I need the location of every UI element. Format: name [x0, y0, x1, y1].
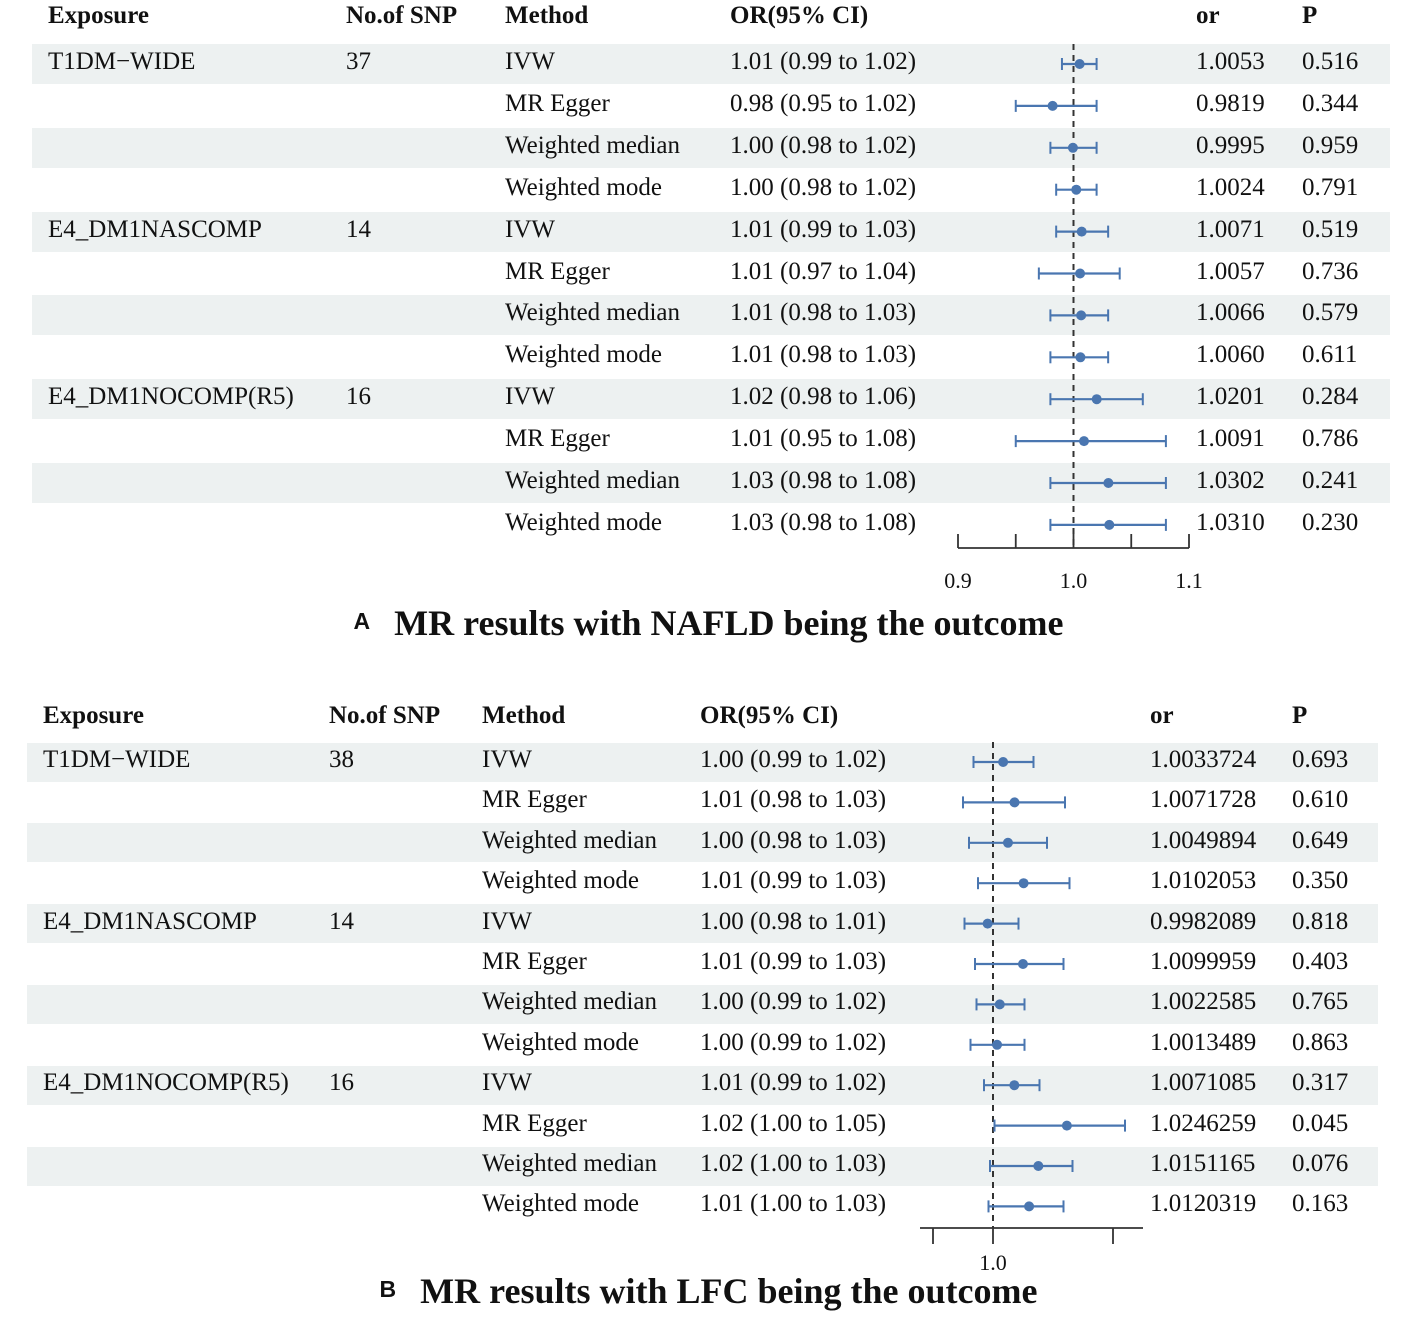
cell-ci: 1.01 (0.97 to 1.04)	[730, 257, 917, 285]
cell-p: 0.959	[1302, 131, 1359, 159]
cell-method: Weighted median	[505, 131, 681, 159]
point-estimate	[983, 919, 993, 929]
cell-p: 0.230	[1302, 508, 1359, 536]
header-or: or	[1150, 702, 1174, 729]
cell-ci: 1.01 (0.98 to 1.03)	[730, 341, 917, 369]
cell-method: Weighted mode	[482, 1028, 639, 1056]
cell-method: MR Egger	[482, 1109, 587, 1137]
header-p: P	[1302, 2, 1318, 29]
cell-p: 0.516	[1302, 48, 1359, 75]
cell-or: 1.0151165	[1150, 1150, 1256, 1177]
cell-method: Weighted mode	[505, 508, 662, 536]
panel-title: MR results with NAFLD being the outcome	[394, 603, 1064, 643]
cell-method: IVW	[482, 746, 532, 773]
cell-exposure: E4_DM1NOCOMP(R5)	[48, 383, 294, 411]
cell-method: Weighted median	[482, 1150, 658, 1177]
cell-method: MR Egger	[482, 786, 587, 814]
point-estimate	[1075, 269, 1085, 279]
panel-letter: A	[353, 608, 371, 634]
cell-or: 1.0071728	[1150, 786, 1257, 814]
point-estimate	[1075, 59, 1085, 69]
header-exposure: Exposure	[43, 702, 144, 729]
point-estimate	[1018, 959, 1028, 969]
cell-or: 0.9982089	[1150, 907, 1257, 935]
point-estimate	[1104, 520, 1114, 530]
cell-p: 0.786	[1302, 425, 1359, 453]
cell-ci: 1.02 (1.00 to 1.03)	[700, 1150, 887, 1177]
cell-exposure: E4_DM1NASCOMP	[43, 907, 257, 935]
cell-ci: 1.01 (0.99 to 1.03)	[700, 867, 887, 895]
cell-method: Weighted mode	[482, 1190, 639, 1218]
point-estimate	[1024, 1201, 1034, 1211]
cell-or: 1.0057	[1196, 257, 1265, 285]
point-estimate	[1068, 143, 1078, 153]
point-estimate	[1077, 227, 1087, 237]
point-estimate	[1075, 352, 1085, 362]
cell-method: IVW	[505, 48, 555, 75]
cell-or: 1.0102053	[1150, 867, 1257, 895]
cell-p: 0.163	[1292, 1190, 1349, 1218]
header-snp: No.of SNP	[329, 702, 441, 729]
cell-ci: 1.02 (0.98 to 1.06)	[730, 383, 917, 411]
point-estimate	[1092, 394, 1102, 404]
cell-ci: 1.01 (0.98 to 1.03)	[700, 786, 887, 814]
panel-title: MR results with LFC being the outcome	[420, 1271, 1038, 1311]
point-estimate	[1103, 478, 1113, 488]
header-method: Method	[482, 702, 566, 729]
cell-ci: 1.01 (0.98 to 1.03)	[730, 299, 917, 327]
cell-or: 1.0022585	[1150, 988, 1257, 1016]
point-estimate	[1062, 1121, 1072, 1131]
point-estimate	[995, 999, 1005, 1009]
point-estimate	[1079, 436, 1089, 446]
x-tick-label: 1.0	[1059, 568, 1088, 593]
header-snp: No.of SNP	[346, 2, 458, 29]
cell-snp: 16	[346, 383, 371, 411]
cell-method: IVW	[505, 215, 555, 243]
cell-ci: 1.00 (0.98 to 1.02)	[730, 131, 917, 159]
cell-ci: 0.98 (0.95 to 1.02)	[730, 89, 917, 117]
cell-p: 0.350	[1292, 867, 1349, 895]
cell-snp: 16	[329, 1069, 354, 1097]
point-estimate	[1071, 185, 1081, 195]
header-or: or	[1196, 2, 1220, 29]
cell-ci: 1.00 (0.99 to 1.02)	[700, 1028, 887, 1056]
header-p: P	[1292, 702, 1308, 729]
cell-or: 1.0049894	[1150, 826, 1257, 854]
x-tick-label: 1.0	[979, 1250, 1007, 1275]
cell-method: Weighted mode	[505, 341, 662, 369]
cell-exposure: E4_DM1NASCOMP	[48, 215, 262, 243]
header-ci: OR(95% CI)	[700, 702, 839, 729]
cell-p: 0.344	[1302, 89, 1359, 117]
point-estimate	[1019, 878, 1029, 888]
point-estimate	[1003, 838, 1013, 848]
point-estimate	[998, 757, 1008, 767]
cell-or: 1.0120319	[1150, 1190, 1257, 1218]
panel-letter: B	[379, 1276, 397, 1302]
cell-or: 1.0201	[1196, 383, 1265, 411]
cell-or: 1.0091	[1196, 425, 1265, 453]
point-estimate	[1048, 101, 1058, 111]
x-tick-label: 0.9	[944, 568, 972, 593]
cell-ci: 1.01 (0.99 to 1.03)	[730, 215, 917, 243]
cell-method: Weighted median	[505, 299, 681, 327]
cell-p: 0.284	[1302, 383, 1359, 411]
cell-ci: 1.00 (0.98 to 1.01)	[700, 907, 887, 935]
cell-ci: 1.01 (0.99 to 1.03)	[700, 948, 887, 975]
cell-snp: 14	[329, 907, 354, 935]
cell-ci: 1.01 (0.99 to 1.02)	[730, 48, 917, 75]
cell-or: 1.0033724	[1150, 746, 1257, 773]
cell-p: 0.045	[1292, 1109, 1349, 1137]
header-exposure: Exposure	[48, 2, 149, 29]
cell-or: 1.0071085	[1150, 1069, 1257, 1097]
cell-p: 0.863	[1292, 1028, 1349, 1056]
point-estimate	[992, 1040, 1002, 1050]
cell-p: 0.610	[1292, 786, 1349, 814]
x-tick-label: 1.1	[1175, 568, 1203, 593]
cell-or: 1.0302	[1196, 467, 1265, 494]
cell-or: 1.0060	[1196, 341, 1265, 369]
cell-p: 0.611	[1302, 341, 1358, 369]
cell-method: Weighted mode	[505, 173, 662, 201]
cell-or: 0.9819	[1196, 89, 1265, 117]
cell-or: 0.9995	[1196, 131, 1265, 159]
header-ci: OR(95% CI)	[730, 2, 869, 29]
cell-method: MR Egger	[505, 89, 610, 117]
cell-p: 0.241	[1302, 467, 1359, 494]
cell-or: 1.0310	[1196, 508, 1265, 536]
cell-method: Weighted median	[482, 826, 658, 854]
cell-ci: 1.00 (0.99 to 1.02)	[700, 988, 887, 1016]
cell-ci: 1.00 (0.99 to 1.02)	[700, 746, 887, 773]
cell-p: 0.579	[1302, 299, 1359, 327]
cell-ci: 1.01 (0.99 to 1.02)	[700, 1069, 887, 1097]
cell-method: Weighted mode	[482, 867, 639, 895]
cell-or: 1.0066	[1196, 299, 1265, 327]
cell-ci: 1.01 (0.95 to 1.08)	[730, 425, 917, 453]
cell-method: IVW	[482, 1069, 532, 1097]
cell-exposure: E4_DM1NOCOMP(R5)	[43, 1069, 289, 1097]
cell-ci: 1.03 (0.98 to 1.08)	[730, 467, 917, 494]
cell-exposure: T1DM−WIDE	[43, 746, 191, 773]
cell-ci: 1.03 (0.98 to 1.08)	[730, 508, 917, 536]
cell-method: IVW	[482, 907, 532, 935]
point-estimate	[1033, 1161, 1043, 1171]
cell-method: Weighted median	[505, 467, 681, 494]
cell-method: Weighted median	[482, 988, 658, 1016]
cell-snp: 37	[346, 48, 371, 75]
cell-snp: 14	[346, 215, 371, 243]
point-estimate	[1009, 1080, 1019, 1090]
cell-p: 0.693	[1292, 746, 1349, 773]
cell-p: 0.317	[1292, 1069, 1349, 1097]
cell-p: 0.076	[1292, 1150, 1349, 1177]
header-method: Method	[505, 2, 589, 29]
cell-ci: 1.00 (0.98 to 1.03)	[700, 826, 887, 854]
cell-p: 0.791	[1302, 173, 1359, 201]
cell-ci: 1.00 (0.98 to 1.02)	[730, 173, 917, 201]
cell-or: 1.0246259	[1150, 1109, 1257, 1137]
cell-or: 1.0013489	[1150, 1028, 1257, 1056]
cell-method: MR Egger	[505, 257, 610, 285]
cell-or: 1.0099959	[1150, 948, 1257, 975]
cell-p: 0.519	[1302, 215, 1359, 243]
cell-p: 0.765	[1292, 988, 1349, 1016]
cell-method: MR Egger	[505, 425, 610, 453]
cell-p: 0.736	[1302, 257, 1359, 285]
cell-p: 0.649	[1292, 826, 1349, 854]
point-estimate	[1010, 797, 1020, 807]
cell-or: 1.0024	[1196, 173, 1265, 201]
point-estimate	[1076, 310, 1086, 320]
cell-exposure: T1DM−WIDE	[48, 48, 196, 75]
cell-method: IVW	[505, 383, 555, 411]
cell-p: 0.818	[1292, 907, 1349, 935]
cell-snp: 38	[329, 746, 354, 773]
cell-ci: 1.02 (1.00 to 1.05)	[700, 1109, 887, 1137]
cell-or: 1.0053	[1196, 48, 1265, 75]
cell-method: MR Egger	[482, 948, 587, 975]
cell-ci: 1.01 (1.00 to 1.03)	[700, 1190, 887, 1218]
cell-p: 0.403	[1292, 948, 1349, 975]
cell-or: 1.0071	[1196, 215, 1265, 243]
